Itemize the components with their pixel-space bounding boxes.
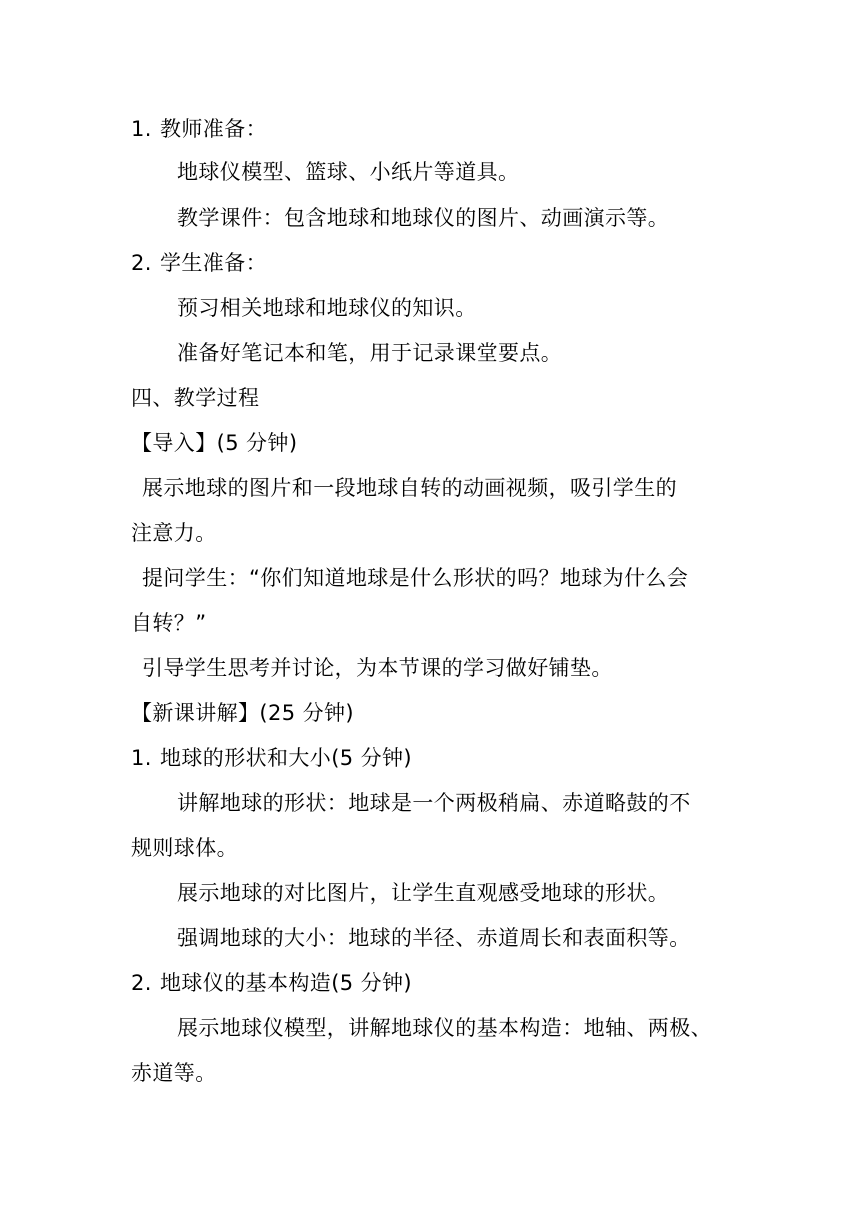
paragraph-line: 准备好笔记本和笔，用于记录课堂要点。 [177, 341, 563, 365]
paragraph-line: 自转？” [131, 611, 207, 635]
paragraph-line: 地球仪模型、篮球、小纸片等道具。 [177, 160, 520, 184]
list-item [131, 248, 267, 278]
paragraph-line: 展示地球的对比图片，让学生直观感受地球的形状。 [177, 881, 670, 905]
paragraph-line: 规则球体。 [131, 836, 238, 860]
list-number: 1. [131, 117, 152, 141]
paragraph-line: 强调地球的大小：地球的半径、赤道周长和表面积等。 [177, 926, 691, 950]
list-item-text: 学生准备： [160, 251, 267, 275]
section-heading: 四、教学过程 [131, 386, 260, 410]
list-number: 2. [131, 251, 152, 275]
list-item-text: 教师准备： [160, 117, 267, 141]
paragraph-line: 赤道等。 [131, 1061, 217, 1085]
paragraph-line: 教学课件：包含地球和地球仪的图片、动画演示等。 [177, 206, 670, 230]
section-label: 【新课讲解】(25 分钟) [131, 701, 354, 725]
paragraph-line: 注意力。 [131, 521, 217, 545]
list-number: 2. [131, 971, 152, 995]
list-item [131, 968, 412, 998]
paragraph-line: 提问学生：“你们知道地球是什么形状的吗？地球为什么会 [142, 566, 689, 590]
list-item-text: 地球仪的基本构造(5 分钟) [160, 971, 413, 995]
list-item-text: 地球的形状和大小(5 分钟) [160, 746, 413, 770]
paragraph-line: 展示地球的图片和一段地球自转的动画视频，吸引学生的 [142, 476, 677, 500]
paragraph-line: 预习相关地球和地球仪的知识。 [177, 296, 477, 320]
list-number: 1. [131, 746, 152, 770]
paragraph-line: 展示地球仪模型，讲解地球仪的基本构造：地轴、两极、 [177, 1016, 712, 1040]
list-item [131, 743, 412, 773]
section-label: 【导入】(5 分钟) [131, 431, 298, 455]
paragraph-line: 讲解地球的形状：地球是一个两极稍扁、赤道略鼓的不 [177, 791, 691, 815]
list-item [131, 114, 267, 144]
paragraph-line: 引导学生思考并讨论，为本节课的学习做好铺垫。 [142, 656, 613, 680]
